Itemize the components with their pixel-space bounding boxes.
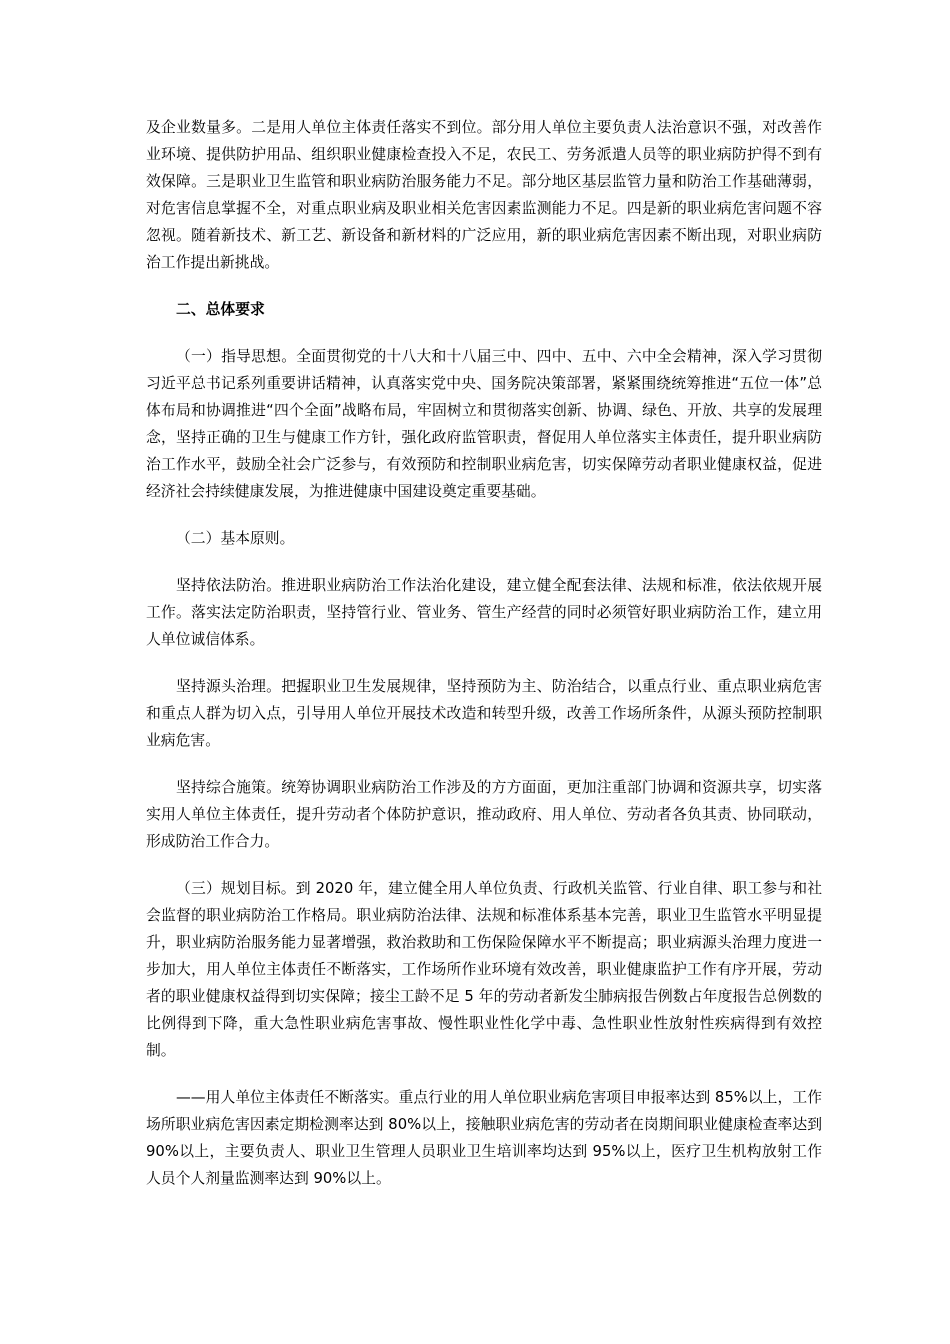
paragraph-planning-goals: （三）规划目标。到 2020 年，建立健全用人单位负责、行政机关监管、行业自律、职工参与和社会监督的职业病防治工作格局。职业病防治法律、法规和标准体系基本完善，职业卫生监管水平明显提升，职业病防治服务能力显著增强，救治救助和工伤保险保障水平不断提高；职业病源头治理力度进一步加大，用人单位主体责任不断落实，工作场所作业环境有效改善，职业健康监护工作有序开展，劳动者的职业健康权益得到切实保障；接尘工龄不足 5 年的劳动者新发尘肺病报告例数占年度报告总例数的比例得到下降，重大急性职业病危害事故、慢性职业性化学中毒、急性职业性放射性疾病得到有效控制。 (146, 880, 822, 1059)
paragraph-guiding-ideology: （一）指导思想。全面贯彻党的十八大和十八届三中、四中、五中、六中全会精神，深入学习贯彻习近平总书记系列重要讲话精神，认真落实党中央、国务院决策部署，紧紧围绕统筹推进“五位一体”总体布局和协调推进“四个全面”战略布局，牢固树立和贯彻落实创新、协调、绿色、开放、共享的发展理念，坚持正确的卫生与健康工作方针，强化政府监管职责，督促用人单位落实主体责任，提升职业病防治工作水平，鼓励全社会广泛参与，有效预防和控制职业病危害，切实保障劳动者职业健康权益，促进经济社会持续健康发展，为推进健康中国建设奠定重要基础。 (146, 348, 822, 500)
paragraph-principle-source: 坚持源头治理。把握职业卫生发展规律，坚持预防为主、防治结合，以重点行业、重点职业病危害和重点人群为切入点，引导用人单位开展技术改造和转型升级，改善工作场所条件，从源头预防控制职业病危害。 (146, 678, 822, 749)
section-heading-general-requirements: 二、总体要求 (176, 301, 265, 318)
paragraph-gap (146, 855, 822, 875)
paragraph-gap (146, 323, 822, 343)
paragraph-gap (146, 505, 822, 525)
paragraph-basic-principles-title: （二）基本原则。 (176, 530, 295, 547)
paragraph-gap (146, 653, 822, 673)
paragraph-gap (146, 552, 822, 572)
paragraph-gap (146, 1064, 822, 1084)
paragraph-principle-comprehensive: 坚持综合施策。统筹协调职业病防治工作涉及的方方面面，更加注重部门协调和资源共享，切实落实用人单位主体责任，提升劳动者个体防护意识，推动政府、用人单位、劳动者各负其责、协同联动，形成防治工作合力。 (146, 779, 822, 850)
paragraph-principle-law: 坚持依法防治。推进职业病防治工作法治化建设，建立健全配套法律、法规和标准，依法依规开展工作。落实法定防治职责，坚持管行业、管业务、管生产经营的同时必须管好职业病防治工作，建立用人单位诚信体系。 (146, 577, 822, 648)
paragraph-gap (146, 754, 822, 774)
paragraph-intro-continued: 及企业数量多。二是用人单位主体责任落实不到位。部分用人单位主要负责人法治意识不强，对改善作业环境、提供防护用品、组织职业健康检查投入不足，农民工、劳务派遣人员等的职业病防护得不到有效保障。三是职业卫生监管和职业病防治服务能力不足。部分地区基层监管力量和防治工作基础薄弱，对危害信息掌握不全，对重点职业病及职业相关危害因素监测能力不足。四是新的职业病危害问题不容忽视。随着新技术、新工艺、新设备和新材料的广泛应用，新的职业病危害因素不断出现，对职业病防治工作提出新挑战。 (146, 119, 822, 271)
paragraph-employer-responsibility: ——用人单位主体责任不断落实。重点行业的用人单位职业病危害项目申报率达到 85%以上，工作场所职业病危害因素定期检测率达到 80%以上，接触职业病危害的劳动者在岗期间职业健康检查率达到 90%以上，主要负责人、职业卫生管理人员职业卫生培训率均达到 95%以上，医疗卫生机构放射工作人员个人剂量监测率达到 90%以上。 (146, 1089, 822, 1187)
document-body (146, 114, 822, 1192)
paragraph-gap (146, 276, 822, 296)
